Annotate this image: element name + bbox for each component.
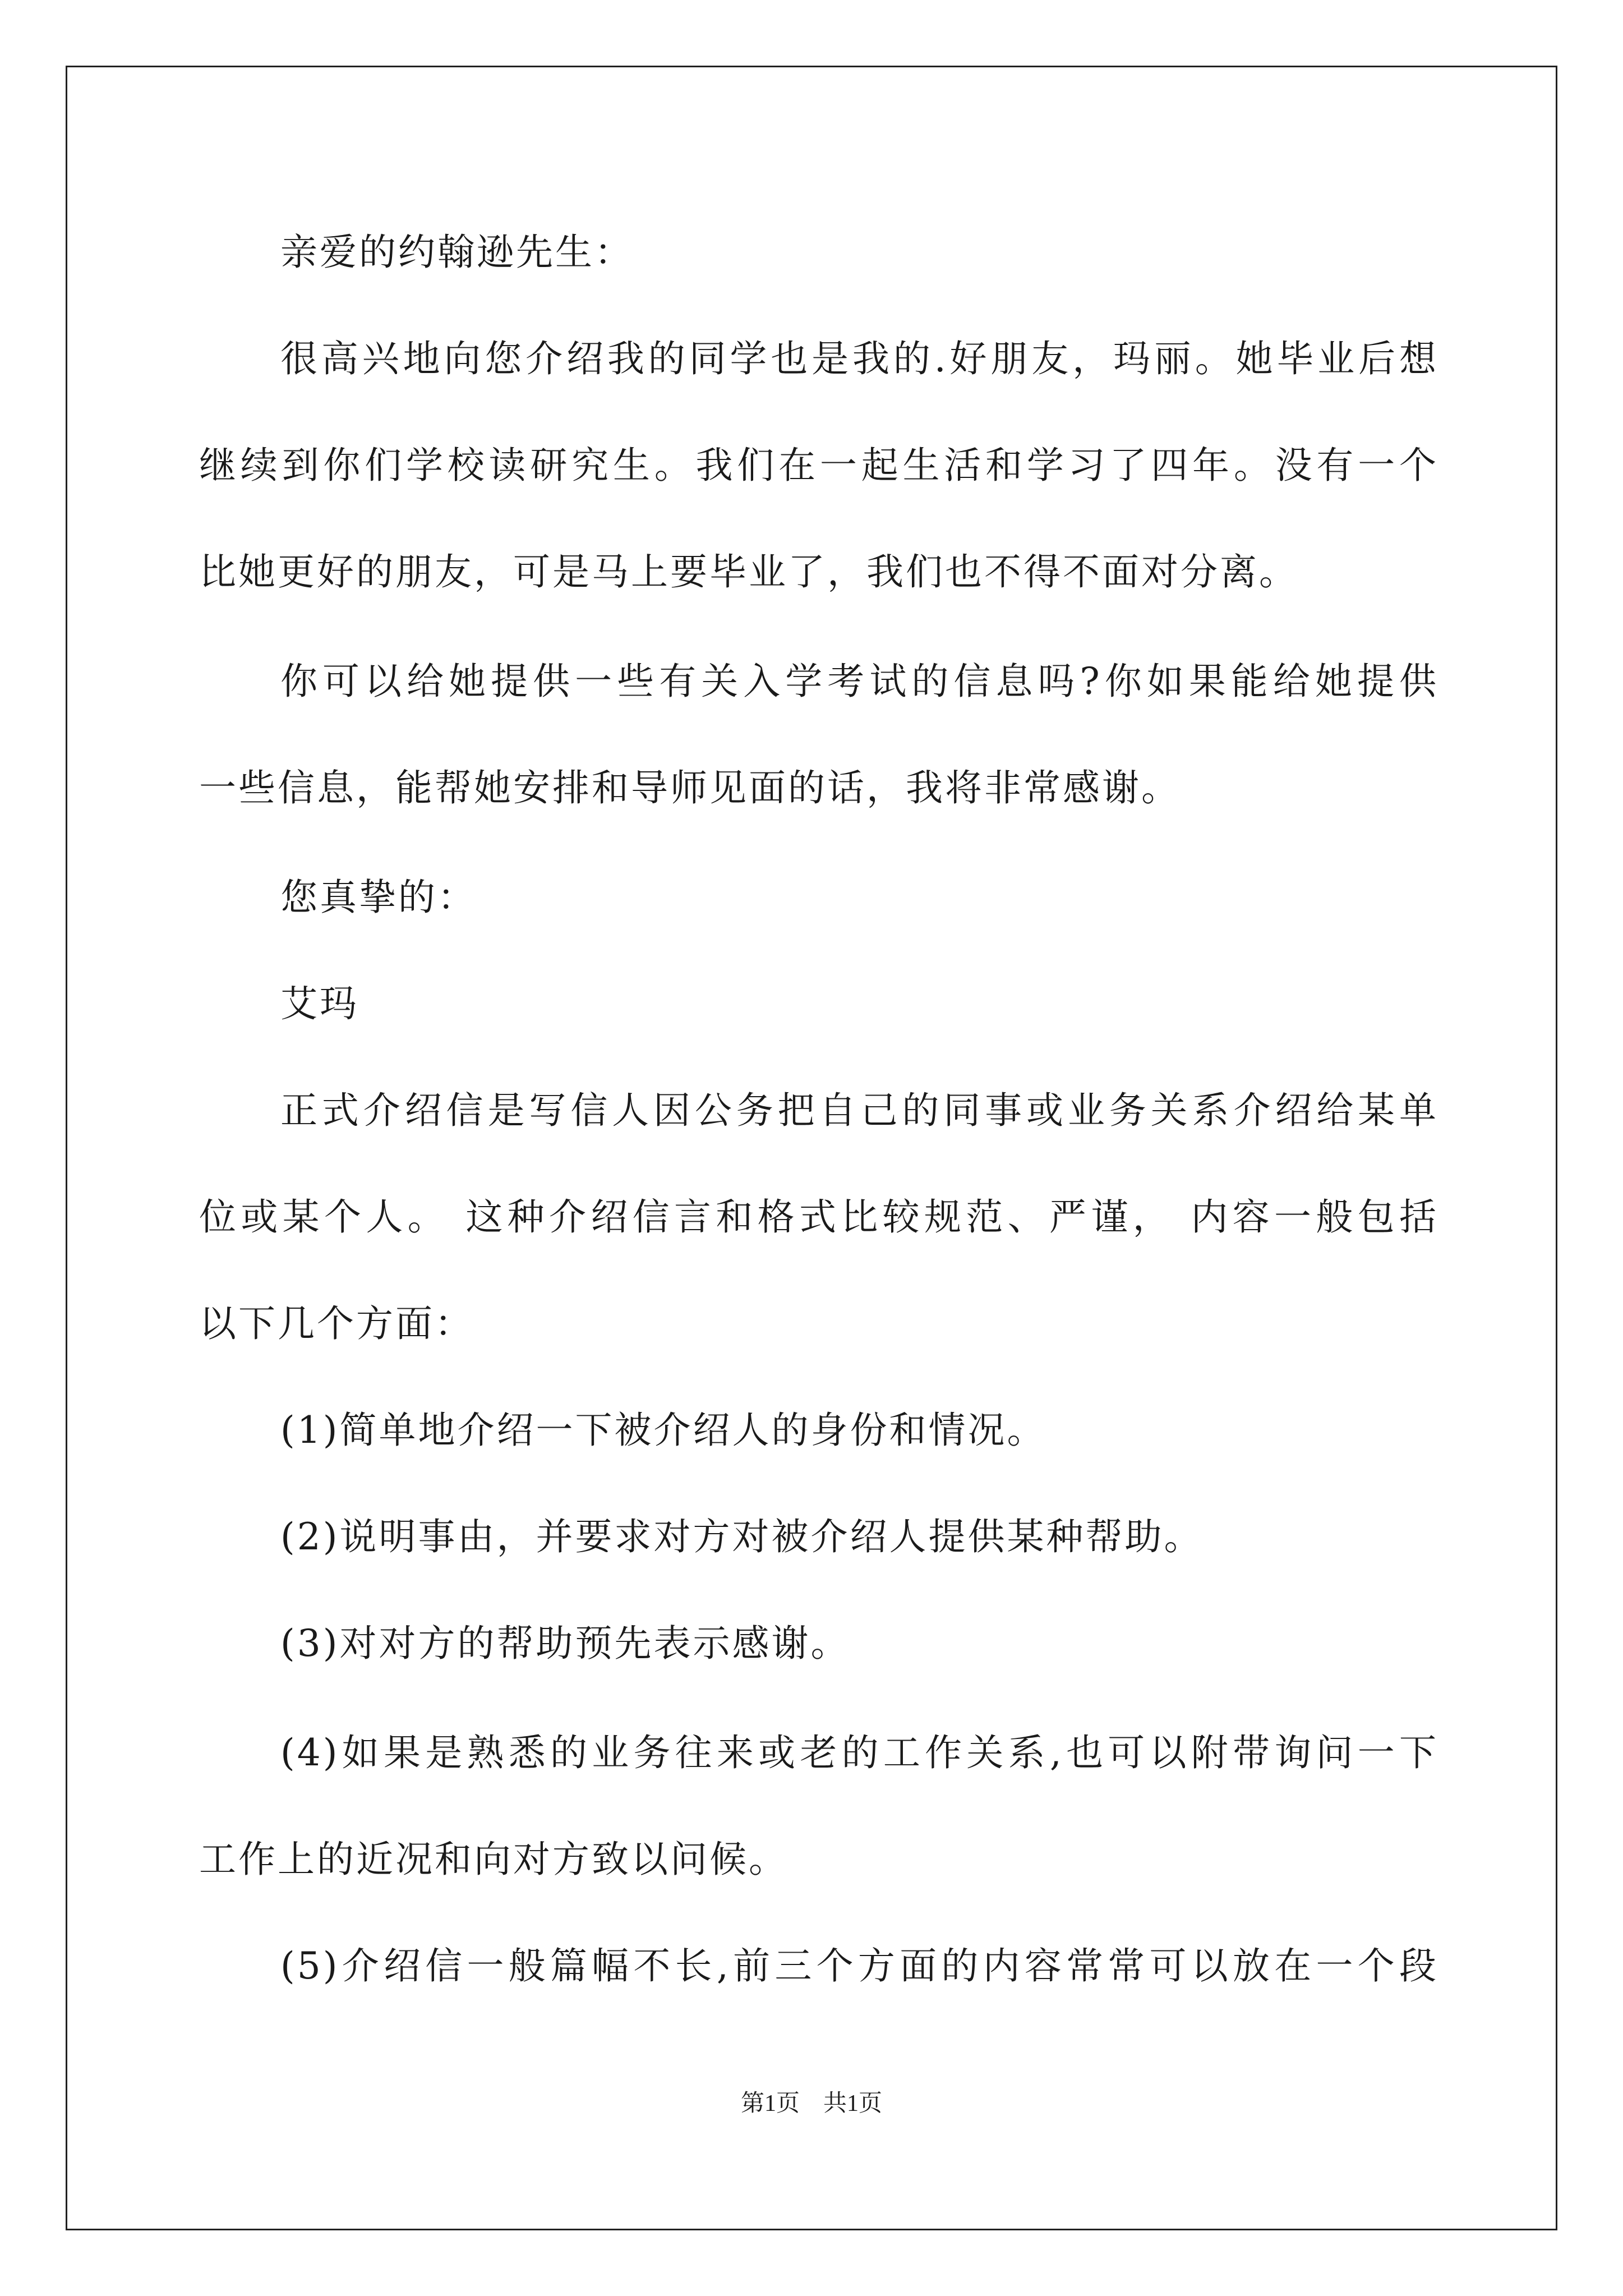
paragraph-2-line-2: 一些信息，能帮她安排和导师见面的话，我将非常感谢。 [199,766,1181,809]
paragraph-1-line-2: 继续到你们学校读研究生。我们在一起生活和学习了四年。没有一个 [199,444,1438,487]
page-number-footer: 第1页 共1页 [740,2091,882,2116]
explanation-intro-line-2: 位或某个人。 这种介绍信言和格式比较规范、严谨， 内容一般包括 [199,1195,1438,1239]
list-item-5-line-1: (5)介绍信一般篇幅不长,前三个方面的内容常常可以放在一个段 [280,1944,1438,1987]
signature: 艾玛 [280,982,359,1025]
paragraph-2-line-1: 你可以给她提供一些有关入学考试的信息吗?你如果能给她提供 [280,660,1438,703]
list-item-3: (3)对对方的帮助预先表示感谢。 [280,1622,850,1665]
greeting: 亲爱的约翰逊先生： [280,231,634,274]
list-item-2: (2)说明事由，并要求对方对被介绍人提供某种帮助。 [280,1515,1204,1558]
explanation-intro-line-3: 以下几个方面： [199,1302,474,1345]
closing: 您真挚的： [280,876,477,919]
explanation-intro-line-1: 正式介绍信是写信人因公务把自己的同事或业务关系介绍给某单 [280,1089,1438,1132]
paragraph-1-line-3: 比她更好的朋友，可是马上要毕业了，我们也不得不面对分离。 [199,550,1298,593]
list-item-4-line-1: (4)如果是熟悉的业务往来或老的工作关系,也可以附带询问一下 [280,1731,1438,1774]
list-item-1: (1)简单地介绍一下被介绍人的身份和情况。 [280,1409,1046,1452]
list-item-4-line-2: 工作上的近况和向对方致以问候。 [199,1838,788,1881]
paragraph-1-line-1: 很高兴地向您介绍我的同学也是我的.好朋友，玛丽。她毕业后想 [280,337,1438,380]
page-frame [66,66,1557,2230]
